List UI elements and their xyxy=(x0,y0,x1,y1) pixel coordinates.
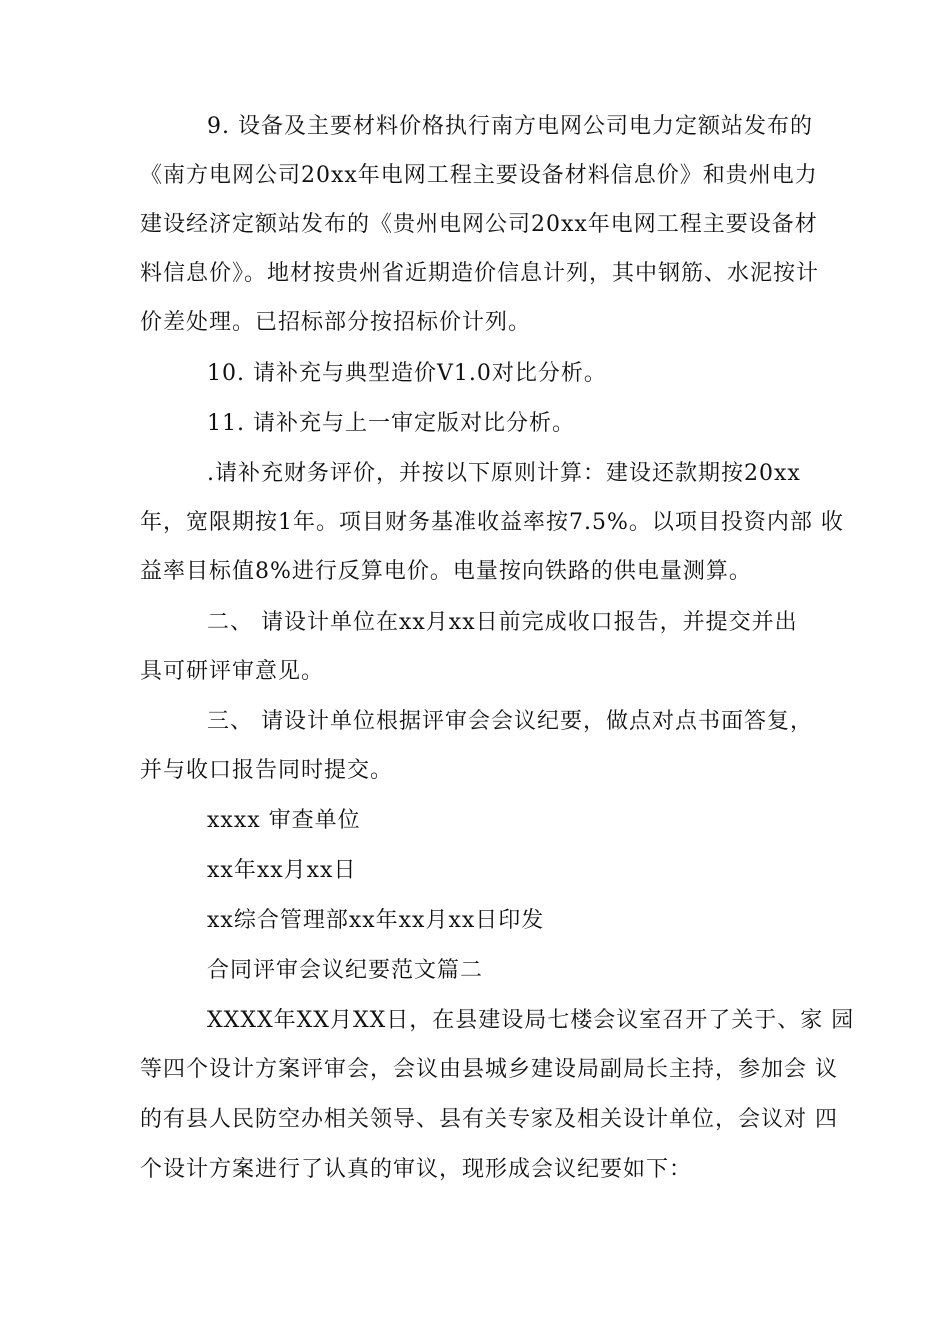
para-line-10: 益率目标值8%进行反算电价。电量按向铁路的供电量测算。 xyxy=(140,559,752,584)
para-line-14: 并与收口报告同时提交。 xyxy=(140,758,394,783)
para-line-13: 三、 请设计单位根据评审会会议纪要，做点对点书面答复， xyxy=(207,709,813,734)
para-line-3: 建设经济定额站发布的《贵州电网公司20xx年电网工程主要设备材 xyxy=(140,212,818,237)
para-line-18: 个设计方案进行了认真的审议，现形成会议纪要如下： xyxy=(140,1157,693,1182)
issue-line: xx综合管理部xx年xx月xx日印发 xyxy=(207,908,545,933)
para-line-12: 具可研评审意见。 xyxy=(140,659,325,684)
para-line-11: 二、 请设计单位在xx月xx日前完成收口报告，并提交并出 xyxy=(207,610,798,635)
para-line-16: 等四个设计方案评审会，会议由县城乡建设局副局长主持，参加会 议 xyxy=(140,1057,838,1082)
para-line-5: 价差处理。已招标部分按招标价计列。 xyxy=(140,310,532,335)
para-line-15: XXXX年XX月XX日，在县建设局七楼会议室召开了关于、家 园 xyxy=(207,1008,855,1033)
signature-date: xx年xx月xx日 xyxy=(207,858,357,883)
signature-org: xxxx 审查单位 xyxy=(207,808,361,833)
para-line-1: 9. 设备及主要材料价格执行南方电网公司电力定额站发布的 xyxy=(207,114,813,139)
para-line-8: .请补充财务评价，并按以下原则计算：建设还款期按20xx xyxy=(207,461,801,486)
para-line-17: 的有县人民防空办相关领导、县有关专家及相关设计单位，会议对 四 xyxy=(140,1107,838,1132)
para-line-4: 料信息价》。地材按贵州省近期造价信息计列，其中钢筋、水泥按计 xyxy=(140,261,820,286)
para-line-9: 年，宽限期按1年。项目财务基准收益率按7.5%。以项目投资内部 收 xyxy=(140,510,844,535)
para-line-7: 11. 请补充与上一审定版对比分析。 xyxy=(207,411,575,436)
para-line-2: 《南方电网公司20xx年电网工程主要设备材料信息价》和贵州电力 xyxy=(140,163,818,188)
section-heading: 合同评审会议纪要范文篇二 xyxy=(207,958,484,983)
para-line-6: 10. 请补充与典型造价V1.0对比分析。 xyxy=(207,361,607,386)
